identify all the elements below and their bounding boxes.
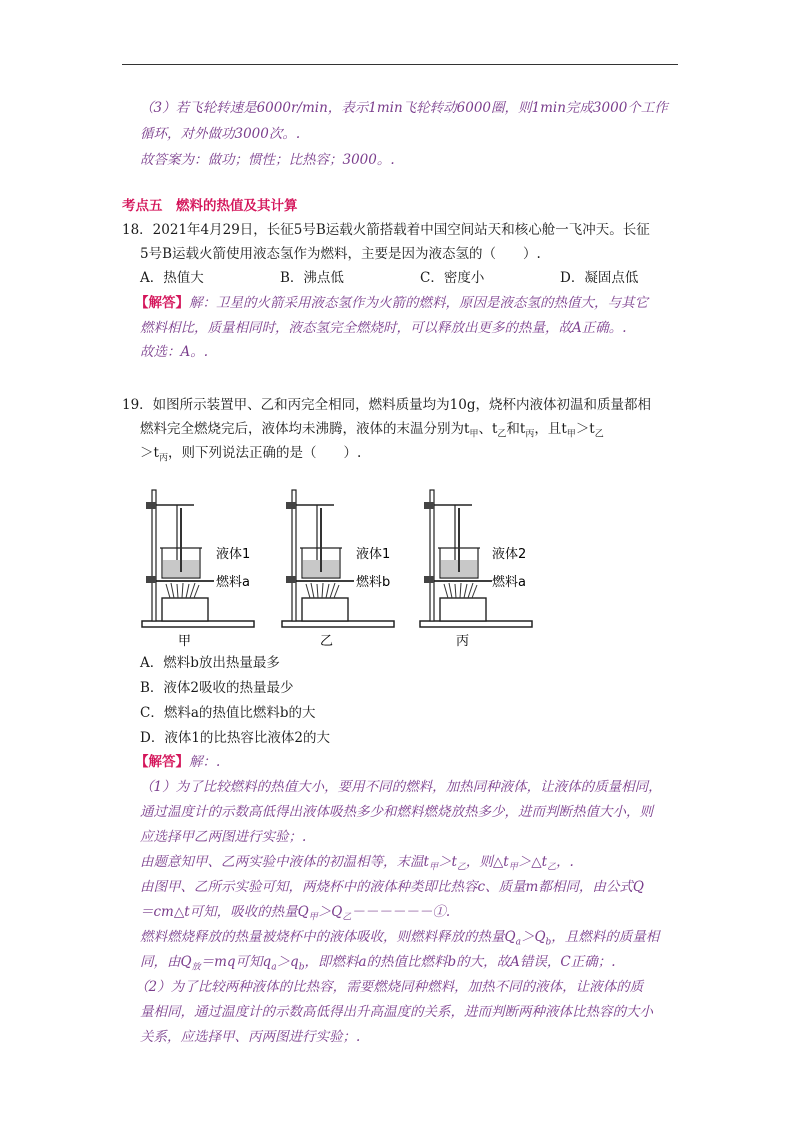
q19-s6d: ，即燃料a的热值比燃料b的大，故A错误，C正确；.: [304, 954, 616, 970]
setup2-caption: 乙: [320, 634, 334, 648]
sub-jia: 甲: [566, 429, 576, 440]
q19-s1-line1: （1）为了比较燃料的热值大小，要用不同的燃料，加热同种液体，让液体的质量相同，: [140, 779, 662, 795]
q18-solution-text1: 解：卫星的火箭采用液态氢作为火箭的燃料，原因是液态氢的热值大，与其它: [189, 295, 648, 311]
q18-answer: 故选：A。.: [140, 344, 209, 360]
q19-s7-line3: 关系，应选择甲、丙两图进行实验；.: [140, 1029, 361, 1045]
sub-bing: 丙: [525, 429, 535, 440]
sub-jia: 甲: [469, 429, 479, 440]
q19-s3: 由图甲、乙所示实验可知，两烧杯中的液体种类即比热容c、质量m都相同，由公式Q: [140, 879, 644, 895]
q18-solution-tag: 【解答】: [135, 295, 189, 311]
q19-s5: [140, 927, 659, 953]
sol17-step3-line2: 循环，对外做功3000次。.: [140, 126, 301, 142]
setup1-caption: 甲: [178, 634, 192, 648]
sub-jia: 甲: [508, 862, 518, 873]
q18-solution-line2: 燃料相比，质量相同时，液态氢完全燃烧时，可以释放出更多的热量，故A正确。.: [140, 320, 627, 336]
q19-s2d: ＞△t: [517, 854, 548, 870]
sub-b: b: [298, 962, 305, 973]
sub-bing: 丙: [158, 453, 168, 464]
q19-s7-line1: （2）为了比较两种液体的比热容，需要燃烧同种燃料，加热不同的液体，让液体的质: [135, 979, 644, 995]
q19-s5b: ＞Q: [520, 929, 546, 945]
q19-s2c: ，则△t: [465, 854, 509, 870]
setup3-liquid-label: 液体2: [492, 547, 527, 562]
q19-s2b: ＞t: [437, 854, 457, 870]
q19-s4b: ＞Q: [317, 904, 343, 920]
q19-stem-line2: [140, 419, 604, 445]
q19-apparatus-figure: [140, 488, 540, 648]
setup2-fuel-label: 燃料b: [356, 575, 391, 590]
q19-s5c: ，且燃料的质量相: [551, 929, 660, 945]
q19-stem-l2a: 燃料完全燃烧完后，液体均未沸腾，液体的末温分别为t: [140, 421, 470, 437]
q19-stem-l2d: ，且t: [534, 421, 567, 437]
sub-b: b: [545, 937, 552, 948]
q18-stem-line1: 18．2021年4月29日，长征5号B运载火箭搭载着中国空间站天和核心舱一飞冲天。长征: [122, 222, 650, 238]
q19-stem-line1: 19．如图所示装置甲、乙和丙完全相同，燃料质量均为10g，烧杯内液体初温和质量都相: [122, 397, 651, 413]
header-rule: [122, 64, 678, 65]
q19-s2: [140, 852, 574, 878]
q19-s2a: 由题意知甲、乙两实验中液体的初温相等，末温t: [140, 854, 429, 870]
q19-stem-l3a: ＞t: [140, 445, 159, 461]
section-title: 考点五 燃料的热值及其计算: [122, 198, 298, 214]
setup2-liquid-label: 液体1: [356, 547, 391, 562]
q18-option-b: B．沸点低: [280, 270, 344, 286]
q18-option-c: C．密度小: [420, 270, 485, 286]
q19-option-b: B．液体2吸收的热量最少: [140, 680, 294, 696]
q19-stem-line3: [140, 443, 361, 469]
q19-s6c: ＞q: [276, 954, 299, 970]
setup1-fuel-label: 燃料a: [216, 575, 250, 590]
sub-yi: 乙: [497, 429, 507, 440]
q19-solution-tag: 【解答】: [135, 754, 189, 770]
q19-s5a: 燃料燃烧释放的热量被烧杯中的液体吸收，则燃料释放的热量Q: [140, 929, 516, 945]
q19-s1-line3: 应选择甲乙两图进行实验；.: [140, 829, 307, 845]
sub-fang: 放: [191, 962, 201, 973]
setup3-fuel-label: 燃料a: [492, 575, 526, 590]
q19-s4: [140, 902, 450, 928]
q19-s4c: －－－－－－①.: [351, 904, 451, 920]
q18-solution-line1: [135, 293, 648, 313]
q19-option-c: C．燃料a的热值比燃料b的大: [140, 705, 316, 721]
q18-stem-line2: 5号B运载火箭使用液态氢作为燃料，主要是因为液态氢的（ ）.: [140, 246, 541, 262]
setup3-caption: 丙: [456, 634, 470, 648]
sub-yi: 乙: [342, 912, 352, 923]
setup1-liquid-label: 液体1: [216, 547, 251, 562]
q19-s6a: 同，由Q: [140, 954, 192, 970]
sub-yi: 乙: [547, 862, 557, 873]
q19-s7-line2: 量相同，通过温度计的示数高低得出升高温度的关系，进而判断两种液体比热容的大小: [140, 1004, 653, 1020]
sub-jia: 甲: [428, 862, 438, 873]
q19-stem-l2c: 和t: [506, 421, 526, 437]
sub-jia: 甲: [308, 912, 318, 923]
sub-a: a: [271, 962, 277, 973]
q19-solution-head-text: 解：.: [189, 754, 221, 770]
sol17-answer: 故答案为：做功；惯性；比热容；3000。.: [140, 152, 395, 168]
sub-yi: 乙: [456, 862, 466, 873]
sub-a: a: [515, 937, 521, 948]
q19-s1-line2: 通过温度计的示数高低得出液体吸热多少和燃料燃烧放热多少，进而判断热值大小，则: [140, 804, 653, 820]
sol17-step3-line1: （3）若飞轮转速是6000r/min，表示1min飞轮转动6000圈，则1min完成3000个工作: [140, 100, 668, 116]
q19-s4a: ＝cm△t可知，吸收的热量Q: [140, 904, 309, 920]
q19-stem-l2e: ＞t: [575, 421, 595, 437]
q19-stem-l3b: ，则下列说法正确的是（ ）.: [167, 445, 362, 461]
q19-s6b: ＝mq可知q: [200, 954, 272, 970]
q19-stem-l2b: 、t: [478, 421, 498, 437]
q19-s2e: ，.: [556, 854, 574, 870]
q19-s6: [140, 952, 616, 978]
q18-options: [140, 268, 700, 288]
q18-option-a: A．热值大: [140, 270, 204, 286]
q18-option-d: D．凝固点低: [560, 270, 639, 286]
sub-yi: 乙: [594, 429, 604, 440]
q19-solution-head: [135, 752, 220, 772]
q19-option-d: D．液体1的比热容比液体2的大: [140, 730, 331, 746]
q19-option-a: A．燃料b放出热量最多: [140, 655, 280, 671]
